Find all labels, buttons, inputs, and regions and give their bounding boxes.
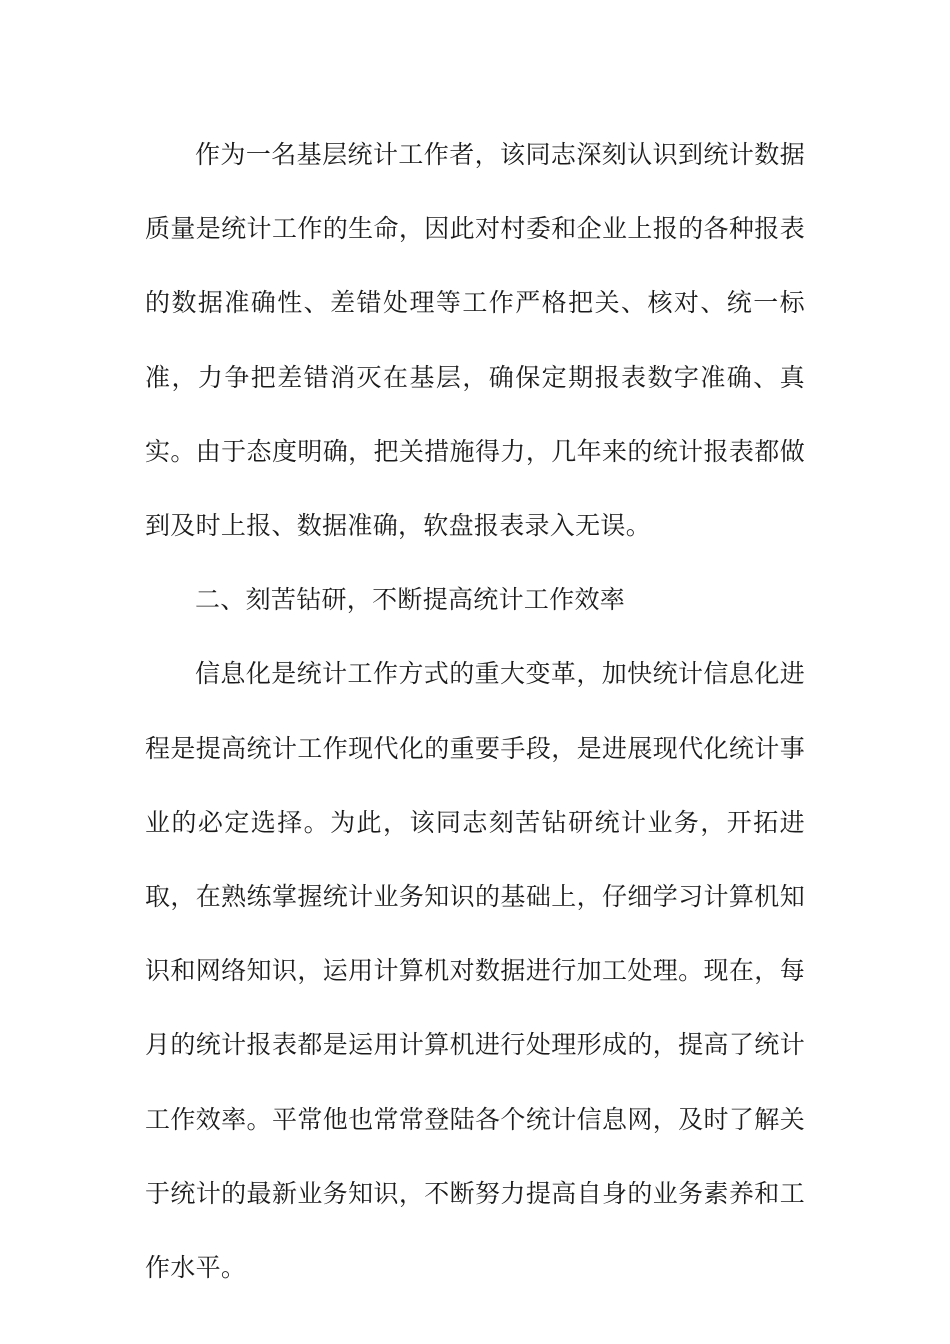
paragraph-informatization: 信息化是统计工作方式的重大变革，加快统计信息化进程是提高统计工作现代化的重要手段，是进展现代化统计事业的必定选择。为此，该同志刻苦钻研统计业务，开拓进取，在熟练掌握统计业务知识的基础上，仔细学习计算机知识和网络知识，运用计算机对数据进行加工处理。现在，每月的统计报表都是运用计算机进行处理形成的，提高了统计工作效率。平常他也常常登陆各个统计信息网，及时了解关于统计的最新业务知识，不断努力提高自身的业务素养和工作水平。 [145,659,805,1283]
document-body [145,118,805,1305]
paragraph-data-quality: 作为一名基层统计工作者，该同志深刻认识到统计数据质量是统计工作的生命，因此对村委和企业上报的各种报表的数据准确性、差错处理等工作严格把关、核对、统一标准，力争把差错消灭在基层，确保定期报表数字准确、真实。由于态度明确，把关措施得力，几年来的统计报表都做到及时上报、数据准确，软盘报表录入无误。 [145,140,805,541]
section-heading-2: 二、刻苦钻研，不断提高统计工作效率 [195,585,626,615]
